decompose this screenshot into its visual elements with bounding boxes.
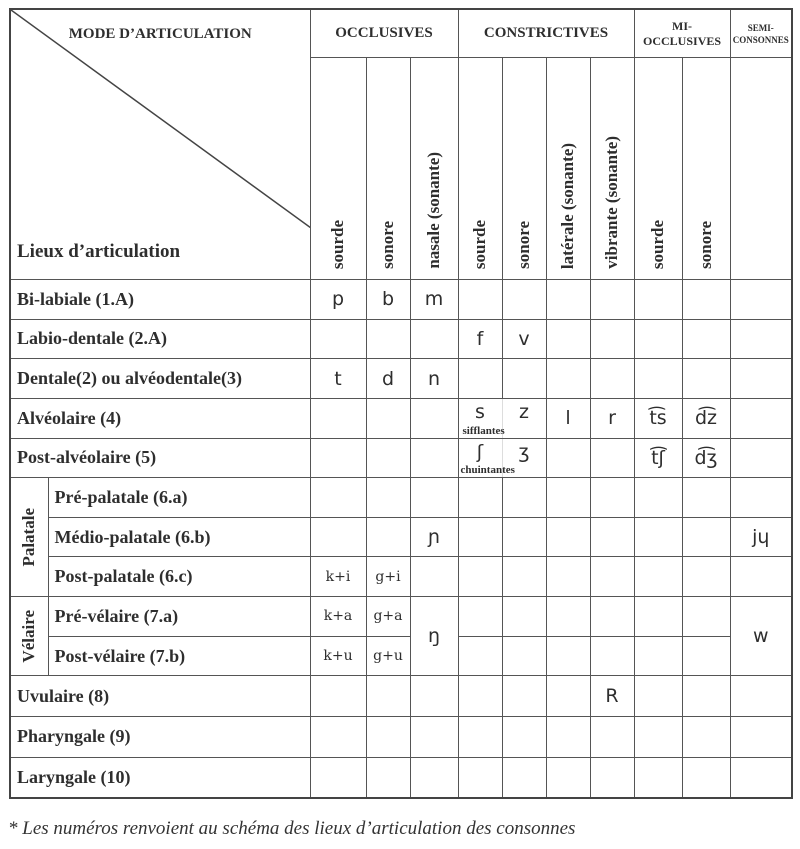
- symbol-cell: [458, 398, 505, 438]
- table-row: [10, 757, 792, 798]
- table-row: [10, 597, 792, 637]
- table-row: [10, 359, 792, 399]
- place-label: Labio-dentale (2.A): [10, 319, 310, 359]
- table-row: [10, 517, 792, 557]
- symbol-cell: [502, 757, 546, 798]
- group-palatale: [10, 478, 48, 597]
- symbol-cell: [546, 557, 590, 597]
- symbol-cell: [634, 359, 682, 399]
- symbol-cell: k+u: [310, 636, 366, 676]
- place-label: Laryngale (10): [10, 757, 310, 798]
- symbol-cell: [546, 517, 590, 557]
- table-row: [10, 398, 792, 438]
- symbol-cell: [730, 478, 792, 518]
- group-palatale-label: Palatale: [19, 507, 39, 567]
- col-constrictive-sonore: [502, 58, 546, 280]
- symbol-cell: [502, 636, 546, 676]
- symbol-cell: [502, 359, 546, 399]
- symbol-esh: ʃ: [476, 440, 484, 463]
- symbol-cell: w: [730, 597, 792, 676]
- symbol-cell: [682, 319, 730, 359]
- col-occlusive-sonore: [366, 58, 410, 280]
- symbol-cell: [458, 359, 502, 399]
- col-label: sonore: [514, 221, 533, 269]
- symbol-cell: [730, 319, 792, 359]
- symbol-cell: [634, 676, 682, 717]
- symbol-cell: [634, 517, 682, 557]
- symbol-cell: [546, 279, 590, 319]
- col-constrictive-laterale: [546, 58, 590, 280]
- symbol-cell: [682, 359, 730, 399]
- symbol-cell: jɥ: [730, 517, 792, 557]
- symbol-cell: [366, 319, 410, 359]
- symbol-cell: [366, 438, 410, 478]
- symbol-cell: [458, 717, 502, 758]
- symbol-cell: R: [590, 676, 634, 717]
- symbol-cell: [590, 478, 634, 518]
- symbol-cell: [310, 676, 366, 717]
- symbol-cell: [502, 478, 546, 518]
- place-label: Dentale(2) ou alvéodentale(3): [10, 359, 310, 399]
- col-label: nasale (sonante): [424, 152, 443, 269]
- symbol-cell: d: [366, 359, 410, 399]
- symbol-cell: [730, 717, 792, 758]
- symbol-cell: g+i: [366, 557, 410, 597]
- group-constrictives: CONSTRICTIVES: [458, 9, 634, 58]
- symbol-cell: t͡s: [634, 398, 682, 438]
- symbol-cell: z: [502, 398, 546, 438]
- symbol-cell: [634, 597, 682, 637]
- consonant-table: [9, 8, 793, 799]
- symbol-cell: [546, 438, 590, 478]
- symbol-cell: [410, 438, 458, 478]
- table-row: [10, 557, 792, 597]
- symbol-cell: [730, 438, 792, 478]
- symbol-cell: b: [366, 279, 410, 319]
- symbol-cell: g+a: [366, 597, 410, 637]
- symbol-cell: d͡ʒ: [682, 438, 730, 478]
- symbol-cell: l: [546, 398, 590, 438]
- symbol-cell: [366, 517, 410, 557]
- symbol-cell: [546, 359, 590, 399]
- symbol-cell: [590, 757, 634, 798]
- symbol-cell: [590, 359, 634, 399]
- symbol-cell: [410, 398, 458, 438]
- symbol-cell: [458, 517, 502, 557]
- footnote: * Les numéros renvoient au schéma des lieux d’articulation des consonnes: [8, 818, 576, 839]
- symbol-cell: [366, 757, 410, 798]
- symbol-cell: [682, 717, 730, 758]
- symbol-cell: k+i: [310, 557, 366, 597]
- symbol-cell: ʒ: [502, 438, 546, 478]
- symbol-cell: [590, 279, 634, 319]
- symbol-s: s: [475, 400, 485, 423]
- place-label: Pharyngale (9): [10, 717, 310, 758]
- header-diagonal-cell: [10, 9, 310, 279]
- place-label: Post-vélaire (7.b): [48, 636, 310, 676]
- symbol-cell: [634, 636, 682, 676]
- group-semi-consonnes: [730, 9, 792, 58]
- col-label: vibrante (sonante): [602, 136, 622, 269]
- col-occlusive-sourde: [310, 58, 366, 280]
- symbol-cell: [458, 636, 502, 676]
- symbol-cell: [410, 319, 458, 359]
- symbol-cell: [546, 597, 590, 637]
- chuintantes-note: chuintantes: [460, 464, 515, 477]
- symbol-cell: [546, 319, 590, 359]
- symbol-cell: [366, 676, 410, 717]
- symbol-cell: [730, 676, 792, 717]
- place-label: Pré-vélaire (7.a): [48, 597, 310, 637]
- col-label: latérale (sonante): [558, 142, 577, 269]
- table-row: [10, 279, 792, 319]
- symbol-cell: [682, 597, 730, 637]
- symbol-cell: m: [410, 279, 458, 319]
- table-row: [10, 636, 792, 676]
- symbol-cell: [546, 478, 590, 518]
- symbol-cell: [458, 597, 502, 637]
- symbol-cell: [310, 438, 366, 478]
- col-constrictive-sourde: [458, 58, 502, 280]
- symbol-cell: [410, 757, 458, 798]
- group-semi-line2: CONSONNES: [732, 34, 789, 45]
- symbol-cell: k+a: [310, 597, 366, 637]
- symbol-cell: d͡z: [682, 398, 730, 438]
- place-label: Post-alvéolaire (5): [10, 438, 310, 478]
- symbol-cell: [634, 478, 682, 518]
- place-label: Pré-palatale (6.a): [48, 478, 310, 518]
- symbol-cell: [682, 676, 730, 717]
- symbol-cell: t: [310, 359, 366, 399]
- symbol-cell: [590, 636, 634, 676]
- group-velaire-label: Vélaire: [19, 609, 39, 663]
- symbol-cell: [730, 359, 792, 399]
- col-mi-occlusive-sonore: [682, 58, 730, 280]
- symbol-cell: [502, 557, 546, 597]
- symbol-cell: [634, 557, 682, 597]
- symbol-cell: [546, 676, 590, 717]
- symbol-cell: [546, 636, 590, 676]
- group-semi-line1: SEMI-: [747, 22, 774, 33]
- symbol-cell: [502, 717, 546, 758]
- col-mi-occlusive-sourde: [634, 58, 682, 280]
- symbol-cell: [730, 279, 792, 319]
- symbol-cell: [682, 757, 730, 798]
- symbol-cell: [366, 717, 410, 758]
- symbol-cell: [590, 557, 634, 597]
- symbol-cell: [682, 557, 730, 597]
- symbol-cell: [458, 438, 515, 478]
- symbol-cell: [730, 557, 792, 597]
- symbol-cell: [458, 757, 502, 798]
- symbol-cell: v: [502, 319, 546, 359]
- col-label: sourde: [470, 219, 489, 269]
- lieux-articulation-label: Lieux d’articulation: [17, 240, 181, 262]
- symbol-cell: [546, 757, 590, 798]
- symbol-cell: [366, 478, 410, 518]
- symbol-cell: [682, 517, 730, 557]
- symbol-cell: [458, 676, 502, 717]
- sifflantes-note: sifflantes: [462, 424, 505, 437]
- place-label: Bi-labiale (1.A): [10, 279, 310, 319]
- group-mi-occlusives-line2: OCCLUSIVES: [643, 33, 722, 48]
- symbol-cell: [458, 279, 502, 319]
- symbol-cell: [682, 478, 730, 518]
- symbol-cell: g+u: [366, 636, 410, 676]
- symbol-cell: [590, 438, 634, 478]
- symbol-cell: [682, 636, 730, 676]
- group-mi-occlusives-line1: MI-: [672, 18, 693, 33]
- symbol-cell: [502, 597, 546, 637]
- symbol-cell: [310, 398, 366, 438]
- symbol-cell: [410, 676, 458, 717]
- symbol-cell: [634, 319, 682, 359]
- symbol-cell: [634, 279, 682, 319]
- mode-articulation-label: MODE D’ARTICULATION: [68, 26, 252, 42]
- symbol-cell: r: [590, 398, 634, 438]
- symbol-cell: n: [410, 359, 458, 399]
- symbol-cell: [730, 757, 792, 798]
- symbol-cell: [590, 717, 634, 758]
- symbol-cell: t͡ʃ: [634, 438, 682, 478]
- place-label: Uvulaire (8): [10, 676, 310, 717]
- symbol-cell: [310, 478, 366, 518]
- symbol-cell: [590, 597, 634, 637]
- table-row: [10, 676, 792, 717]
- col-semi-consonne: [730, 58, 792, 280]
- symbol-cell: [410, 717, 458, 758]
- col-label: sonore: [378, 221, 397, 269]
- group-mi-occlusives: [634, 9, 730, 58]
- symbol-cell: [730, 398, 792, 438]
- symbol-cell: f: [458, 319, 502, 359]
- table-row: [10, 717, 792, 758]
- symbol-cell: [502, 676, 546, 717]
- symbol-cell: [310, 717, 366, 758]
- col-label: sonore: [696, 221, 716, 269]
- group-velaire: [10, 597, 48, 676]
- symbol-cell: ŋ: [410, 597, 458, 676]
- place-label: Médio-palatale (6.b): [48, 517, 310, 557]
- symbol-cell: [634, 717, 682, 758]
- symbol-cell: [502, 517, 546, 557]
- col-label: sourde: [328, 219, 347, 269]
- col-occlusive-nasale: [410, 58, 458, 280]
- col-constrictive-vibrante: [590, 58, 634, 280]
- group-occlusives: OCCLUSIVES: [310, 9, 458, 58]
- symbol-cell: [590, 517, 634, 557]
- symbol-cell: [682, 279, 730, 319]
- place-label: Alvéolaire (4): [10, 398, 310, 438]
- symbol-cell: ɲ: [410, 517, 458, 557]
- symbol-cell: [590, 319, 634, 359]
- table-row: [10, 319, 792, 359]
- symbol-cell: [546, 717, 590, 758]
- place-label: Post-palatale (6.c): [48, 557, 310, 597]
- table-row: [10, 478, 792, 518]
- col-label: sourde: [648, 219, 668, 269]
- symbol-cell: [366, 398, 410, 438]
- symbol-cell: p: [310, 279, 366, 319]
- symbol-cell: [458, 557, 502, 597]
- symbol-cell: [410, 557, 458, 597]
- symbol-cell: [458, 478, 502, 518]
- symbol-cell: [502, 279, 546, 319]
- symbol-cell: [310, 757, 366, 798]
- symbol-cell: [410, 478, 458, 518]
- symbol-cell: [310, 517, 366, 557]
- symbol-cell: [310, 319, 366, 359]
- symbol-cell: [634, 757, 682, 798]
- table-row: [10, 438, 792, 478]
